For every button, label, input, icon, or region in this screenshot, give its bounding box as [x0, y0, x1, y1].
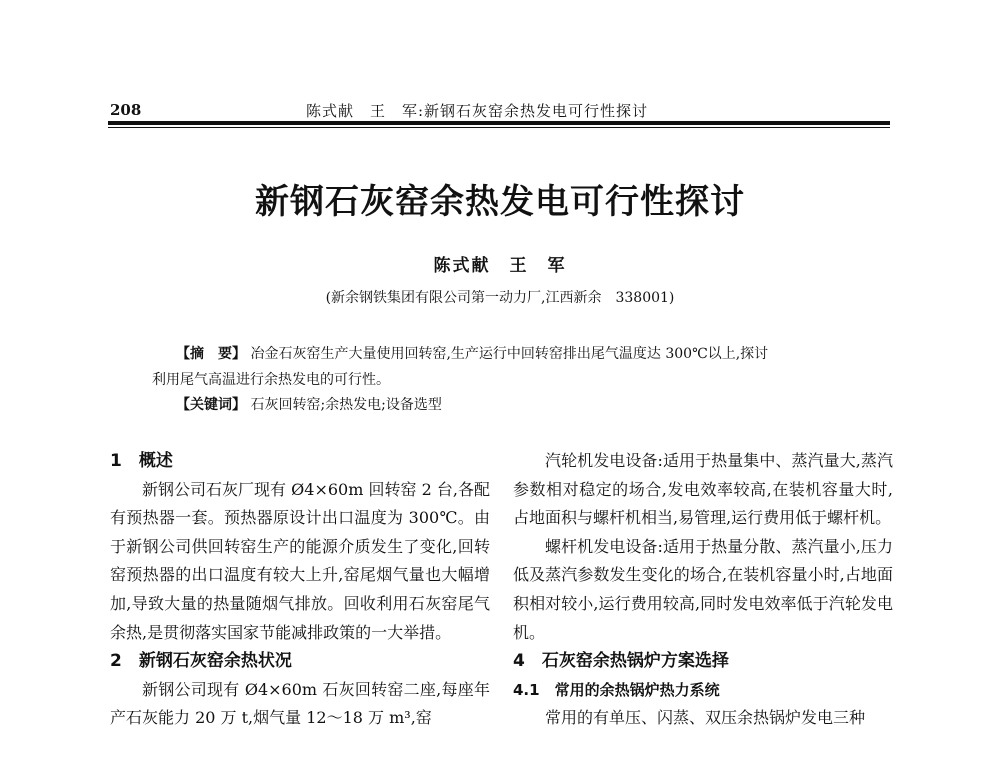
page-number: 208 [110, 101, 142, 119]
keywords-text: 石灰回转窑;余热发电;设备选型 [250, 397, 442, 413]
abstract-line-1 [176, 343, 768, 363]
section-1-heading: 1 概述 [110, 451, 173, 471]
paper-title: 新钢石灰窑余热发电可行性探讨 [255, 182, 745, 222]
left-column [110, 447, 490, 733]
section-4-1-heading: 4.1 常用的余热锅炉热力系统 [513, 680, 720, 699]
affiliation: (新余钢铁集团有限公司第一动力厂,江西新余 338001) [325, 290, 675, 306]
right-column [513, 447, 893, 733]
section-4-1-paragraph: 常用的有单压、闪蒸、双压余热锅炉发电三种 [545, 708, 866, 728]
keywords [176, 394, 442, 414]
authors: 陈式献 王 军 [433, 256, 567, 276]
running-title: 陈式献 王 军:新钢石灰窑余热发电可行性探讨 [306, 102, 649, 120]
abstract-text-2: 利用尾气高温进行余热发电的可行性。 [152, 372, 390, 388]
screw-paragraph: 螺杆机发电设备:适用于热量分散、蒸汽量小,压力低及蒸汽参数发生变化的场合,在装机容量小时,占地面积相对较小,运行费用较高,同时发电效率低于汽轮发电机。 [513, 536, 893, 642]
keywords-label: 【关键词】 [176, 397, 246, 413]
abstract-text-1: 冶金石灰窑生产大量使用回转窑,生产运行中回转窑排出尾气温度达 300℃以上,探讨 [250, 346, 769, 362]
abstract-label: 【摘 要】 [176, 346, 246, 362]
section-2-heading: 2 新钢石灰窑余热状况 [110, 651, 292, 672]
section-1-paragraph: 新钢公司石灰厂现有 Ø4×60m 回转窑 2 台,各配有预热器一套。预热器原设计出口温度为 300℃。由于新钢公司供回转窑生产的能源介质发生了变化,回转窑预热器的出口温度有较大上升,窑尾烟气量也大幅增加,导致大量的热量随烟气排放。回收利用石灰窑尾气余热,是贯彻落实国家节能减排政策的一大举措。 [110, 479, 490, 642]
section-2-paragraph: 新钢公司现有 Ø4×60m 石灰回转窑二座,每座年产石灰能力 20 万 t,烟气量 12～18 万 m³,窑 [110, 679, 490, 728]
section-4-heading: 4 石灰窑余热锅炉方案选择 [513, 651, 729, 672]
turbine-paragraph: 汽轮机发电设备:适用于热量集中、蒸汽量大,蒸汽参数相对稳定的场合,发电效率较高,在装机容量大时,占地面积与螺杆机相当,易管理,运行费用低于螺杆机。 [513, 451, 893, 528]
header-rule-thin [108, 127, 890, 128]
header-rule-thick [108, 121, 890, 125]
